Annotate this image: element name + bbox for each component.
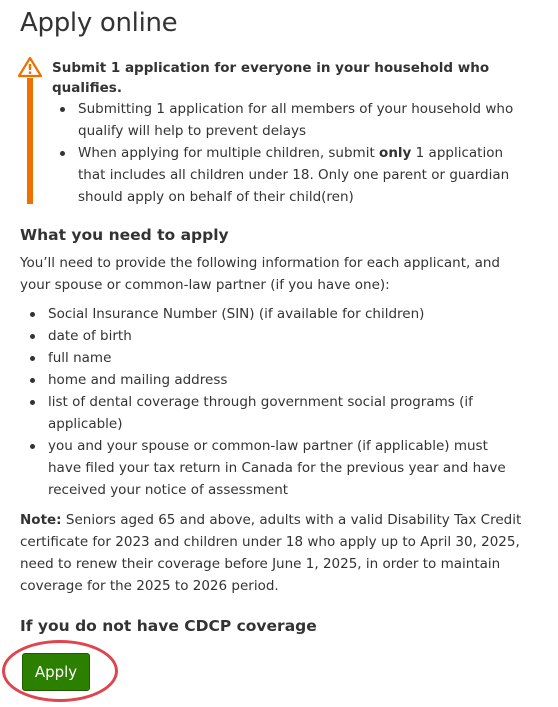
note-paragraph	[20, 509, 522, 597]
note-label: Note:	[20, 512, 62, 528]
list-item: you and your spouse or common-law partner (if applicable) must have filed your tax return in Canada for the previous year and have received your notice of assessment	[48, 435, 508, 501]
requirements-list	[48, 303, 508, 501]
list-item: full name	[48, 347, 508, 369]
list-item: Social Insurance Number (SIN) (if available for children)	[48, 303, 508, 325]
apply-button[interactable]: Apply	[22, 653, 90, 691]
requirements-intro: You’ll need to provide the following information for each applicant, and your spouse or common-law partner (if you have one):	[20, 255, 500, 293]
note-text: Seniors aged 65 and above, adults with a valid Disability Tax Credit certificate for 2023 and children under 18 who apply up to April 30, 2025, need to renew their coverage before June 1, 2025, in order to maintain coverage for the 2025 to 2026 period.	[20, 512, 522, 594]
cta-heading: If you do not have CDCP coverage	[20, 617, 317, 635]
alert-item-2	[78, 142, 522, 208]
list-item: list of dental coverage through government social programs (if applicable)	[48, 391, 508, 435]
alert-list	[52, 98, 522, 208]
alert-item-2-emphasis: only	[379, 145, 412, 161]
page-title: Apply online	[20, 8, 178, 38]
alert-box	[52, 58, 522, 208]
requirements-heading: What you need to apply	[20, 226, 229, 244]
alert-heading: Submit 1 application for everyone in your household who qualifies.	[52, 60, 490, 96]
alert-item-2-after: 1 application that includes all children under 18. Only one parent or guardian should apply on behalf of their child(ren)	[78, 145, 510, 205]
alert-item-2-before: When applying for multiple children, submit	[78, 145, 380, 161]
warning-icon	[17, 56, 43, 78]
alert-item-1: Submitting 1 application for all members of your household who qualify will help to prevent delays	[78, 98, 522, 142]
alert-accent-bar	[27, 58, 33, 204]
list-item: home and mailing address	[48, 369, 508, 391]
list-item: date of birth	[48, 325, 508, 347]
